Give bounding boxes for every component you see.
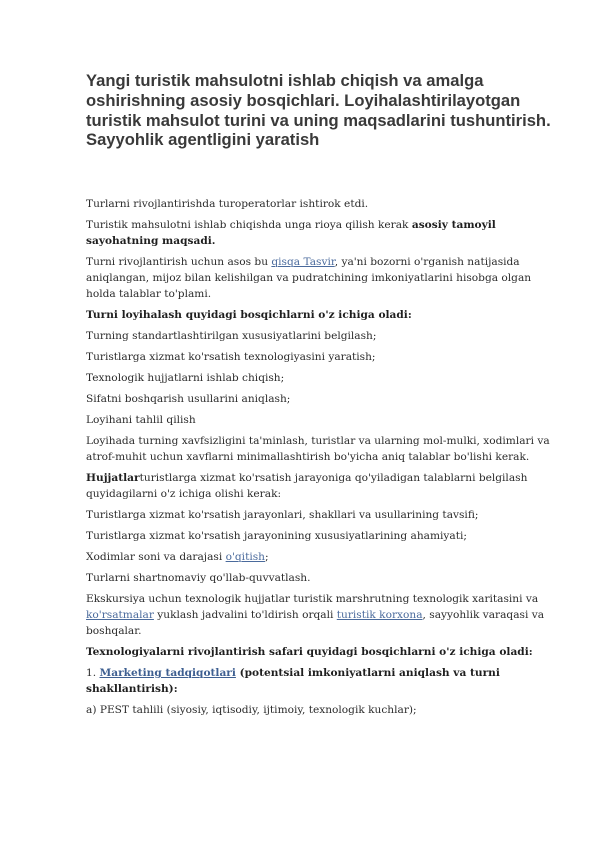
article-body: [86, 196, 556, 723]
paragraph: [86, 644, 556, 660]
text: turistlarga xizmat ko'rsatish jarayoniga qo'yiladigan talablarni belgilash quyidagilarni o'z ichiga olishi kerak:: [86, 472, 528, 500]
text: Ekskursiya uchun texnologik hujjatlar turistik marshrutning texnologik xaritasini va: [86, 593, 539, 605]
paragraph: [86, 665, 556, 697]
text: , sayyohlik varaqasi va boshqalar.: [86, 609, 545, 637]
paragraph: a) PEST tahlili (siyosiy, iqtisodiy, ijtimoiy, texnologik kuchlar);: [86, 704, 417, 716]
link-turistik-korxona[interactable]: turistik korxona: [336, 609, 423, 621]
paragraph: Turistlarga xizmat ko'rsatish texnologiyasini yaratish;: [86, 351, 376, 363]
paragraph: [86, 307, 556, 323]
link-marketing-tadqiqotlari[interactable]: Marketing tadqiqotlari: [99, 667, 236, 679]
paragraph: Turning standartlashtirilgan xususiyatlarini belgilash;: [86, 330, 377, 342]
paragraph: [86, 217, 556, 249]
paragraph: Texnologik hujjatlarni ishlab chiqish;: [86, 372, 285, 384]
bold-text: asosiy tamoyil sayohatning maqsadi.: [86, 219, 496, 247]
text: Xodimlar soni va darajasi: [86, 551, 226, 563]
paragraph: Turlarni rivojlantirishda turoperatorlar ishtirok etdi.: [86, 198, 369, 210]
link-korsatmalar[interactable]: ko'rsatmalar: [86, 609, 154, 621]
paragraph: Loyihada turning xavfsizligini ta'minlash, turistlar va ularning mol-mulki, xodimlari va atrof-muhit uchun xavflarni minimallashtirish bo'yicha aniq talablar bo'lishi kerak.: [86, 435, 550, 463]
paragraph: Turistlarga xizmat ko'rsatish jarayonining xususiyatlarining ahamiyati;: [86, 530, 467, 542]
page-title: Yangi turistik mahsulotni ishlab chiqish va amalga oshirishning asosiy bosqichlari. Loyihalashtirilayotgan turistik mahsulot turini va uning maqsadlarini tushuntirish. Sayyohlik agentligini yaratish: [86, 71, 551, 150]
link-oqitish[interactable]: o'qitish: [225, 551, 265, 563]
text: Turistik mahsulotni ishlab chiqishda unga rioya qilish kerak: [86, 219, 412, 231]
link-qisqa-tasvir[interactable]: qisqa Tasvir: [271, 256, 335, 268]
list-number: 1.: [86, 667, 100, 679]
text: , ya'ni bozorni o'rganish natijasida aniqlangan, mijoz bilan kelishilgan va pudratchining imkoniyatlarini hisobga olgan holda talablar to'plami.: [86, 256, 532, 300]
paragraph: [86, 549, 556, 565]
bold-text: Turni loyihalash quyidagi bosqichlarni o'z ichiga oladi:: [86, 309, 412, 321]
paragraph: [86, 470, 556, 502]
text: yuklash jadvalini to'ldirish orqali: [153, 609, 337, 621]
paragraph: Turlarni shartnomaviy qo'llab-quvvatlash.: [86, 572, 311, 584]
text: ;: [264, 551, 269, 563]
paragraph: Sifatni boshqarish usullarini aniqlash;: [86, 393, 291, 405]
bold-text: (potentsial imkoniyatlarni aniqlash va turni shakllantirish):: [86, 667, 500, 695]
paragraph: Turistlarga xizmat ko'rsatish jarayonlari, shakllari va usullarining tavsifi;: [86, 509, 479, 521]
paragraph: Loyihani tahlil qilish: [86, 414, 196, 426]
bold-text: Texnologiyalarni rivojlantirish safari quyidagi bosqichlarni o'z ichiga oladi:: [86, 646, 533, 658]
bold-text: Hujjatlar: [86, 472, 140, 484]
text: Turni rivojlantirish uchun asos bu: [86, 256, 272, 268]
paragraph: [86, 254, 556, 302]
paragraph: [86, 591, 556, 639]
